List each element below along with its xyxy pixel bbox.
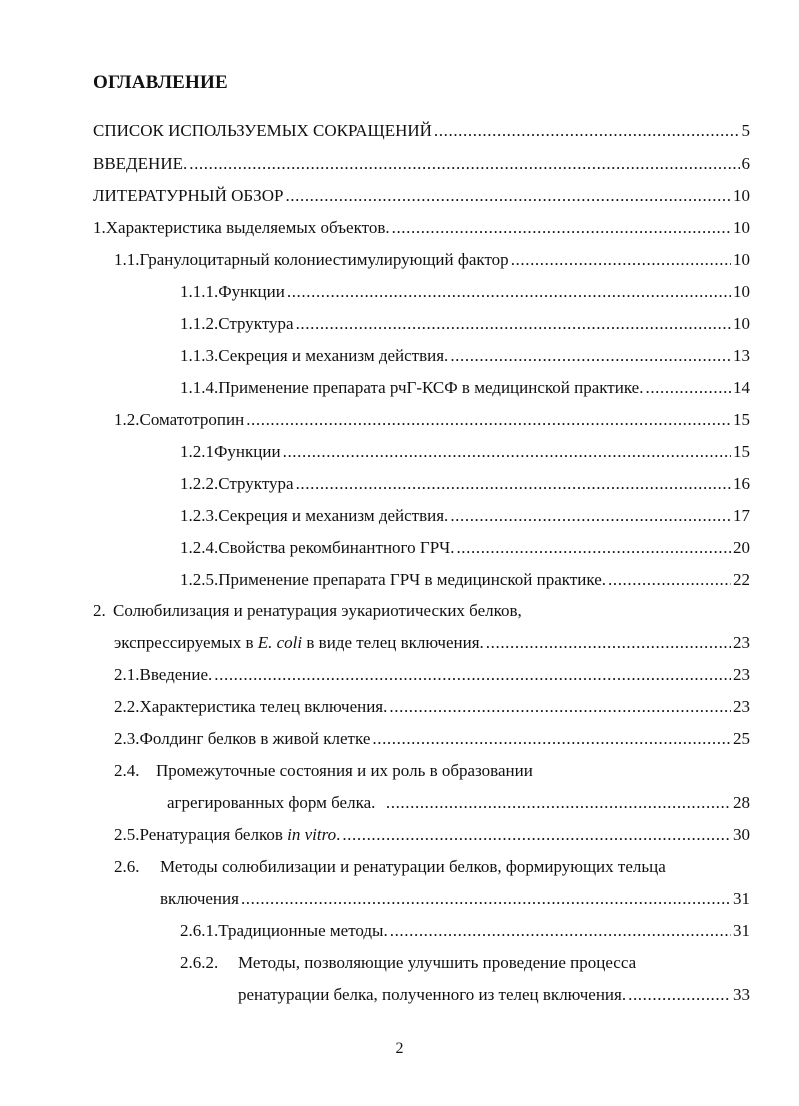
toc-leader-dots xyxy=(390,215,731,241)
toc-entry[interactable] xyxy=(180,375,750,401)
toc-entry[interactable] xyxy=(114,630,750,656)
toc-entry-number: 2.5. xyxy=(114,825,140,844)
toc-entry-continued[interactable] xyxy=(180,950,636,976)
toc-entry-label: Соматотропин xyxy=(139,410,245,429)
toc-entry-label: Структура xyxy=(218,314,294,333)
toc-entry-continued[interactable] xyxy=(93,598,522,624)
toc-entry-number: 2.1. xyxy=(114,665,140,684)
toc-entry-number: 1.2.2. xyxy=(180,474,219,493)
toc-entry-page: 20 xyxy=(733,538,750,557)
toc-entry-label: Промежуточные состояния и их роль в образовании xyxy=(156,761,533,780)
toc-entry-label: экспрессируемых в E. coli в виде телец включения. xyxy=(114,633,484,652)
toc-entry-label: Методы солюбилизации и ренатурации белков, формирующих тельца xyxy=(160,857,666,876)
toc-leader-dots xyxy=(432,118,740,144)
toc-entry-label: СПИСОК ИСПОЛЬЗУЕМЫХ СОКРАЩЕНИЙ xyxy=(93,121,432,140)
toc-leader-dots xyxy=(387,694,731,720)
toc-leader-dots xyxy=(370,726,731,752)
toc-entry-label: Структура xyxy=(218,474,294,493)
toc-entry-label: ВВЕДЕНИЕ. xyxy=(93,154,188,173)
toc-entry[interactable] xyxy=(114,407,750,433)
toc-entry-page: 15 xyxy=(733,442,750,461)
toc-entry-label: Свойства рекомбинантного ГРЧ. xyxy=(218,538,455,557)
toc-entry-label: Секреция и механизм действия. xyxy=(218,506,449,525)
toc-leader-dots xyxy=(626,982,731,1008)
toc-entry[interactable] xyxy=(114,726,750,752)
toc-entry-page: 13 xyxy=(733,346,750,365)
toc-entry-label: Секреция и механизм действия. xyxy=(218,346,449,365)
toc-entry-number: 1. xyxy=(93,218,106,237)
toc-entry-page: 28 xyxy=(733,793,750,812)
toc-entry-label: ЛИТЕРАТУРНЫЙ ОБЗОР xyxy=(93,186,284,205)
toc-leader-dots xyxy=(448,343,731,369)
toc-entry-label: Применение препарата рчГ-КСФ в медицинской практике. xyxy=(218,378,644,397)
toc-entry[interactable] xyxy=(160,886,750,912)
page-number: 2 xyxy=(395,1040,404,1057)
toc-entry-label: Методы, позволяющие улучшить проведение процесса xyxy=(238,953,637,972)
toc-entry-label: Гранулоцитарный колониестимулирующий фактор xyxy=(139,250,509,269)
toc-entry-page: 10 xyxy=(733,218,750,237)
toc-leader-dots xyxy=(294,471,731,497)
toc-entry-page: 23 xyxy=(733,633,750,652)
toc-entry-page: 22 xyxy=(733,570,750,589)
toc-entry[interactable] xyxy=(93,183,750,209)
toc-leader-dots xyxy=(484,630,731,656)
toc-entry-number: 1.2.3. xyxy=(180,506,219,525)
toc-entry-page: 5 xyxy=(741,121,750,140)
toc-entry[interactable] xyxy=(114,694,750,720)
toc-entry-page: 23 xyxy=(733,697,750,716)
toc-leader-dots xyxy=(294,311,731,337)
toc-entry-page: 25 xyxy=(733,729,750,748)
toc-entry-number: 1.1. xyxy=(114,250,140,269)
toc-entry-label: Функции xyxy=(218,282,285,301)
toc-entry[interactable] xyxy=(93,215,750,241)
toc-entry-number: 1.1.3. xyxy=(180,346,219,365)
toc-entry-page: 14 xyxy=(733,378,750,397)
toc-entry-label: Характеристика выделяемых объектов. xyxy=(105,218,390,237)
toc-entry-number: 2.3. xyxy=(114,729,140,748)
toc-entry-number: 1.1.4. xyxy=(180,378,219,397)
toc-leader-dots xyxy=(643,375,731,401)
toc-entry[interactable] xyxy=(180,343,750,369)
toc-entry-page: 31 xyxy=(733,921,750,940)
toc-leader-dots xyxy=(454,535,731,561)
toc-entry[interactable] xyxy=(180,311,750,337)
toc-entry-page: 6 xyxy=(741,154,750,173)
toc-entry-page: 23 xyxy=(733,665,750,684)
toc-entry-page: 10 xyxy=(733,314,750,333)
toc-entry-continued[interactable] xyxy=(114,854,666,880)
toc-entry-number: 1.2.5. xyxy=(180,570,219,589)
toc-entry[interactable] xyxy=(167,790,750,816)
toc-entry-page: 33 xyxy=(733,985,750,1004)
toc-entry[interactable] xyxy=(180,567,750,593)
toc-entry-label: Характеристика телец включения. xyxy=(139,697,388,716)
toc-entry[interactable] xyxy=(180,918,750,944)
toc-entry-page: 10 xyxy=(733,186,750,205)
toc-entry-page: 10 xyxy=(733,250,750,269)
toc-entry-continued[interactable] xyxy=(114,758,533,784)
toc-entry-label: агрегированных форм белка. xyxy=(167,793,384,812)
toc-entry-page: 16 xyxy=(733,474,750,493)
toc-leader-dots xyxy=(606,567,731,593)
toc-entry[interactable] xyxy=(180,535,750,561)
toc-entry-number: 2.4. xyxy=(114,761,140,780)
toc-leader-dots xyxy=(281,439,731,465)
toc-entry[interactable] xyxy=(180,503,750,529)
toc-entry-label: Фолдинг белков в живой клетке xyxy=(139,729,371,748)
toc-entry-number: 1.2.4. xyxy=(180,538,219,557)
toc-entry[interactable] xyxy=(114,662,750,688)
toc-entry[interactable] xyxy=(180,471,750,497)
toc-leader-dots xyxy=(509,247,731,273)
toc-entry-page: 31 xyxy=(733,889,750,908)
toc-leader-dots xyxy=(448,503,731,529)
toc-entry-number: 1.1.1. xyxy=(180,282,219,301)
toc-entry-page: 15 xyxy=(733,410,750,429)
toc-entry-number: 1.2.1 xyxy=(180,442,214,461)
toc-entry-number: 2. xyxy=(93,601,106,620)
toc-leader-dots xyxy=(384,790,731,816)
toc-entry-number: 2.6.1. xyxy=(180,921,219,940)
toc-entry-label: включения xyxy=(160,889,239,908)
toc-entry-number: 2.2. xyxy=(114,697,140,716)
toc-entry[interactable] xyxy=(238,982,750,1008)
toc-entry-number: 2.6. xyxy=(114,857,140,876)
toc-entry[interactable] xyxy=(114,247,750,273)
toc-leader-dots xyxy=(239,886,731,912)
toc-entry-number: 1.2. xyxy=(114,410,140,429)
toc-entry-page: 10 xyxy=(733,282,750,301)
toc-entry-page: 30 xyxy=(733,825,750,844)
toc-leader-dots xyxy=(388,918,731,944)
toc-entry-page: 17 xyxy=(733,506,750,525)
toc-entry-label: Солюбилизация и ренатурация эукариотических белков, xyxy=(113,601,522,620)
toc-heading: ОГЛАВЛЕНИЕ xyxy=(93,72,228,93)
toc-entry[interactable] xyxy=(180,279,750,305)
toc-leader-dots xyxy=(212,662,731,688)
toc-entry-number: 1.1.2. xyxy=(180,314,219,333)
toc-leader-dots xyxy=(244,407,731,433)
toc-entry[interactable] xyxy=(114,822,750,848)
toc-entry[interactable] xyxy=(93,118,750,144)
toc-entry-label: Функции xyxy=(214,442,281,461)
toc-entry-number: 2.6.2. xyxy=(180,953,219,972)
toc-entry[interactable] xyxy=(180,439,750,465)
toc-entry-label: Применение препарата ГРЧ в медицинской практике. xyxy=(218,570,606,589)
toc-leader-dots xyxy=(285,279,731,305)
toc-leader-dots xyxy=(187,151,739,177)
toc-leader-dots xyxy=(340,822,731,848)
toc-entry-label: Ренатурация белков in vitro. xyxy=(139,825,341,844)
toc-entry-label: Введение. xyxy=(139,665,213,684)
toc-leader-dots xyxy=(283,183,731,209)
toc-entry-label: ренатурации белка, полученного из телец включения. xyxy=(238,985,627,1004)
toc-entry[interactable] xyxy=(93,151,750,177)
toc-entry-label: Традиционные методы. xyxy=(218,921,388,940)
